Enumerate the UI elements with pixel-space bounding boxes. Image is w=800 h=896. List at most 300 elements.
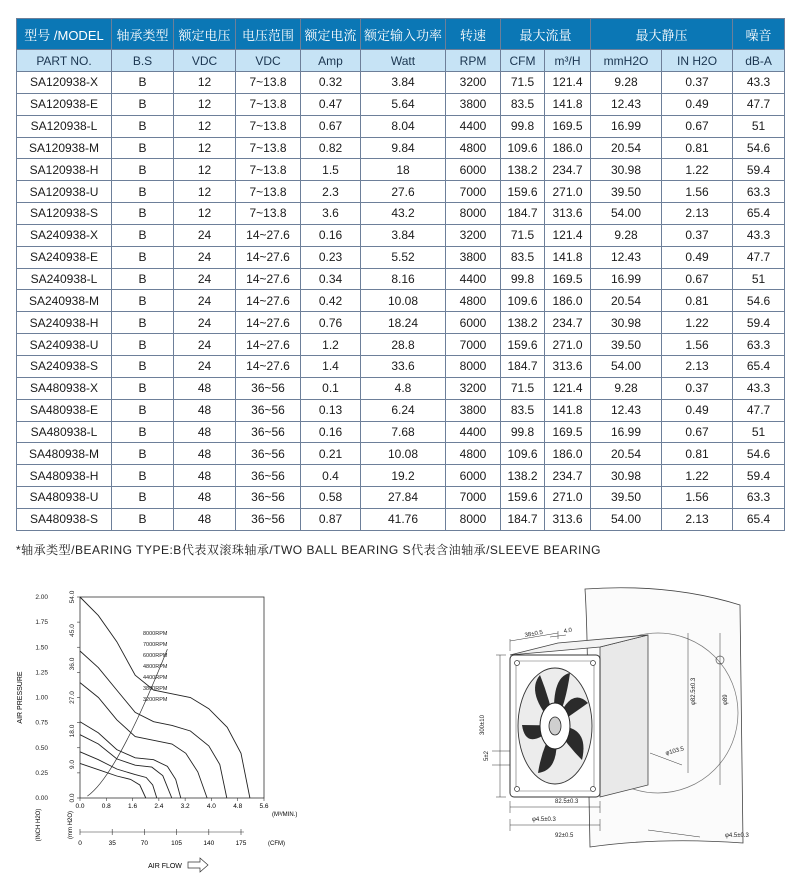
table-row <box>17 93 785 115</box>
y-tick-mm: 0.0 <box>69 793 76 803</box>
table-row <box>17 508 785 530</box>
table-cell: SA480938-E <box>17 399 112 421</box>
table-cell: 7000 <box>446 334 501 356</box>
y-tick-mm: 18.0 <box>69 724 76 738</box>
table-cell: 51 <box>733 268 785 290</box>
table-cell: 24 <box>174 334 236 356</box>
table-cell: 313.6 <box>545 508 591 530</box>
table-cell: 0.58 <box>301 487 361 509</box>
table-cell: 48 <box>174 443 236 465</box>
table-cell: 0.67 <box>662 421 733 443</box>
table-cell: B <box>112 377 174 399</box>
table-cell: 4400 <box>446 115 501 137</box>
table-cell: B <box>112 224 174 246</box>
table-cell: 109.6 <box>501 443 545 465</box>
x-tick-m3min: 0.8 <box>101 803 111 810</box>
table-cell: 0.34 <box>301 268 361 290</box>
table-row <box>17 115 785 137</box>
table-cell: 0.81 <box>662 443 733 465</box>
table-cell: 0.81 <box>662 290 733 312</box>
table-cell: 14~27.6 <box>236 355 301 377</box>
table-cell: 16.99 <box>591 421 662 443</box>
table-cell: 0.47 <box>301 93 361 115</box>
table-cell: 0.81 <box>662 137 733 159</box>
table-cell: 14~27.6 <box>236 246 301 268</box>
table-cell: 39.50 <box>591 181 662 203</box>
table-cell: 1.22 <box>662 465 733 487</box>
table-cell: 159.6 <box>501 334 545 356</box>
table-cell: 0.23 <box>301 246 361 268</box>
table-cell: SA120938-M <box>17 137 112 159</box>
x-tick-m3min: 1.6 <box>128 803 138 810</box>
table-cell: 313.6 <box>545 355 591 377</box>
table-cell: 8.04 <box>361 115 446 137</box>
table-cell: 12.43 <box>591 246 662 268</box>
table-cell: 51 <box>733 115 785 137</box>
table-cell: 20.54 <box>591 137 662 159</box>
table-cell: 7.68 <box>361 421 446 443</box>
table-cell: 10.08 <box>361 443 446 465</box>
fan-hub-center <box>549 717 561 735</box>
table-cell: SA240938-M <box>17 290 112 312</box>
table-cell: 20.54 <box>591 443 662 465</box>
table-cell: 5.64 <box>361 93 446 115</box>
table-cell: 16.99 <box>591 268 662 290</box>
table-cell: B <box>112 421 174 443</box>
table-cell: 71.5 <box>501 224 545 246</box>
table-cell: 3200 <box>446 224 501 246</box>
table-cell: 0.82 <box>301 137 361 159</box>
table-cell: 4.8 <box>361 377 446 399</box>
table-row <box>17 334 785 356</box>
table-row <box>17 181 785 203</box>
series-label: 8000RPM <box>143 631 168 637</box>
table-cell: 63.3 <box>733 487 785 509</box>
table-cell: 169.5 <box>545 268 591 290</box>
table-cell: 12 <box>174 159 236 181</box>
table-body <box>17 72 785 531</box>
y-tick-mm: 27.0 <box>69 691 76 704</box>
table-cell: 9.28 <box>591 72 662 94</box>
table-cell: 271.0 <box>545 181 591 203</box>
table-cell: 16.99 <box>591 115 662 137</box>
x-tick-cfm: 0 <box>78 840 82 847</box>
table-row <box>17 443 785 465</box>
table-cell: SA240938-E <box>17 246 112 268</box>
table-cell: 20.54 <box>591 290 662 312</box>
table-cell: 36~56 <box>236 421 301 443</box>
table-cell: 14~27.6 <box>236 334 301 356</box>
table-cell: 169.5 <box>545 115 591 137</box>
table-cell: 14~27.6 <box>236 312 301 334</box>
table-cell: 4400 <box>446 268 501 290</box>
table-cell: B <box>112 159 174 181</box>
table-cell: 4800 <box>446 443 501 465</box>
table-cell: B <box>112 443 174 465</box>
table-cell: 83.5 <box>501 93 545 115</box>
table-row <box>17 487 785 509</box>
column-subheader: mmH2O <box>591 50 662 72</box>
table-cell: 7~13.8 <box>236 93 301 115</box>
x-tick-cfm: 70 <box>140 840 149 847</box>
table-cell: 141.8 <box>545 246 591 268</box>
y-tick-inch: 0.00 <box>35 795 48 802</box>
column-subheader: VDC <box>236 50 301 72</box>
table-cell: 48 <box>174 487 236 509</box>
column-header: 型号 /MODEL <box>17 19 112 50</box>
table-cell: SA120938-X <box>17 72 112 94</box>
table-cell: 71.5 <box>501 72 545 94</box>
table-cell: 1.22 <box>662 159 733 181</box>
table-cell: 0.37 <box>662 72 733 94</box>
table-cell: 83.5 <box>501 246 545 268</box>
dimension-label: 5±2 <box>484 751 490 761</box>
table-cell: 12 <box>174 203 236 225</box>
table-cell: 12.43 <box>591 399 662 421</box>
series-label: 4800RPM <box>143 664 168 670</box>
table-cell: 159.6 <box>501 487 545 509</box>
air-flow-arrow-icon <box>188 858 208 872</box>
column-header: 最大流量 <box>501 19 591 50</box>
table-cell: 7~13.8 <box>236 159 301 181</box>
table-cell: 0.49 <box>662 399 733 421</box>
table-cell: 313.6 <box>545 203 591 225</box>
table-cell: 121.4 <box>545 72 591 94</box>
x-tick-cfm: 105 <box>171 840 183 847</box>
x-tick-m3min: 5.6 <box>259 803 269 810</box>
table-cell: 8000 <box>446 355 501 377</box>
table-cell: SA480938-X <box>17 377 112 399</box>
table-cell: 0.16 <box>301 224 361 246</box>
table-cell: 1.56 <box>662 487 733 509</box>
table-cell: 59.4 <box>733 159 785 181</box>
table-row <box>17 399 785 421</box>
table-cell: 39.50 <box>591 487 662 509</box>
column-subheader: m³/H <box>545 50 591 72</box>
table-cell: B <box>112 246 174 268</box>
table-cell: 30.98 <box>591 312 662 334</box>
table-cell: SA240938-U <box>17 334 112 356</box>
y-tick-inch: 0.75 <box>35 719 48 727</box>
table-cell: 33.6 <box>361 355 446 377</box>
table-cell: SA120938-U <box>17 181 112 203</box>
y-tick-mm: 54.0 <box>69 590 76 604</box>
table-cell: 8000 <box>446 203 501 225</box>
series-label: 3200RPM <box>143 697 168 703</box>
table-cell: 4800 <box>446 137 501 159</box>
column-subheader: Amp <box>301 50 361 72</box>
table-cell: 30.98 <box>591 465 662 487</box>
table-cell: B <box>112 181 174 203</box>
series-label: 3800RPM <box>143 686 168 692</box>
table-cell: B <box>112 399 174 421</box>
table-cell: SA240938-L <box>17 268 112 290</box>
table-cell: 7~13.8 <box>236 137 301 159</box>
table-cell: 2.13 <box>662 355 733 377</box>
dimension-label: 92±0.5 <box>555 833 574 839</box>
table-cell: B <box>112 312 174 334</box>
x-tick-cfm: 175 <box>235 840 247 847</box>
table-cell: 54.00 <box>591 355 662 377</box>
table-cell: 186.0 <box>545 443 591 465</box>
table-cell: SA480938-M <box>17 443 112 465</box>
table-cell: 234.7 <box>545 312 591 334</box>
table-cell: 54.6 <box>733 443 785 465</box>
table-cell: 12 <box>174 115 236 137</box>
table-row <box>17 355 785 377</box>
table-cell: 43.2 <box>361 203 446 225</box>
y-tick-inch: 0.25 <box>35 769 48 777</box>
dimension-label: 4.0 <box>563 627 573 635</box>
fan-depth-side <box>600 635 648 797</box>
table-cell: 99.8 <box>501 115 545 137</box>
dimension-label: φ4.5±0.3 <box>532 817 556 823</box>
table-row <box>17 312 785 334</box>
table-cell: 12 <box>174 72 236 94</box>
column-header: 电压范围 <box>236 19 301 50</box>
table-row <box>17 72 785 94</box>
table-cell: 0.67 <box>301 115 361 137</box>
table-cell: 48 <box>174 465 236 487</box>
mount-hole-icon <box>515 661 520 666</box>
table-cell: B <box>112 72 174 94</box>
table-cell: 0.13 <box>301 399 361 421</box>
table-cell: 2.13 <box>662 508 733 530</box>
table-cell: 54.00 <box>591 203 662 225</box>
table-cell: B <box>112 465 174 487</box>
table-cell: 3800 <box>446 399 501 421</box>
table-cell: 18.24 <box>361 312 446 334</box>
table-cell: 138.2 <box>501 465 545 487</box>
table-cell: 48 <box>174 377 236 399</box>
table-row <box>17 377 785 399</box>
table-cell: 9.28 <box>591 224 662 246</box>
table-cell: 7~13.8 <box>236 115 301 137</box>
x-tick-m3min: 2.4 <box>154 803 164 810</box>
y-tick-inch: 1.25 <box>35 669 48 677</box>
table-cell: 1.2 <box>301 334 361 356</box>
table-row <box>17 224 785 246</box>
table-cell: SA120938-L <box>17 115 112 137</box>
table-cell: 0.4 <box>301 465 361 487</box>
column-subheader: PART NO. <box>17 50 112 72</box>
plot-area <box>80 597 264 798</box>
table-cell: 184.7 <box>501 203 545 225</box>
x-axis-label: AIR FLOW <box>148 863 182 870</box>
table-cell: 36~56 <box>236 465 301 487</box>
table-cell: 48 <box>174 421 236 443</box>
header-row-top <box>17 19 785 50</box>
table-cell: 8.16 <box>361 268 446 290</box>
y-axis-label: AIR PRESSURE <box>17 671 24 724</box>
table-cell: 3.84 <box>361 72 446 94</box>
table-cell: 36~56 <box>236 399 301 421</box>
table-cell: 3.6 <box>301 203 361 225</box>
table-row <box>17 421 785 443</box>
table-cell: 39.50 <box>591 334 662 356</box>
dimension-label: φ82.5±0.3 <box>691 677 697 705</box>
table-cell: 48 <box>174 508 236 530</box>
table-cell: 234.7 <box>545 465 591 487</box>
column-subheader: B.S <box>112 50 174 72</box>
table-cell: SA120938-H <box>17 159 112 181</box>
table-cell: B <box>112 290 174 312</box>
table-cell: 59.4 <box>733 465 785 487</box>
table-cell: 3.84 <box>361 224 446 246</box>
table-cell: 0.42 <box>301 290 361 312</box>
table-cell: SA120938-E <box>17 93 112 115</box>
column-header: 最大静压 <box>591 19 733 50</box>
column-subheader: IN H2O <box>662 50 733 72</box>
table-cell: SA120938-S <box>17 203 112 225</box>
table-cell: 43.3 <box>733 72 785 94</box>
column-subheader: CFM <box>501 50 545 72</box>
table-cell: 19.2 <box>361 465 446 487</box>
table-cell: 65.4 <box>733 508 785 530</box>
table-cell: 0.67 <box>662 268 733 290</box>
table-cell: 6000 <box>446 159 501 181</box>
dimension-label: φ89 <box>723 694 729 705</box>
x-tick-m3min: 4.0 <box>206 803 216 810</box>
column-subheader: Watt <box>361 50 446 72</box>
table-cell: 0.49 <box>662 93 733 115</box>
y-tick-inch: 1.50 <box>35 644 48 652</box>
x-tick-m3min: 4.8 <box>233 803 243 810</box>
table-cell: 271.0 <box>545 334 591 356</box>
table-cell: 1.4 <box>301 355 361 377</box>
table-cell: 109.6 <box>501 137 545 159</box>
table-cell: 184.7 <box>501 508 545 530</box>
table-cell: 3800 <box>446 246 501 268</box>
table-cell: 6000 <box>446 465 501 487</box>
table-cell: 83.5 <box>501 399 545 421</box>
table-cell: SA480938-L <box>17 421 112 443</box>
table-cell: 141.8 <box>545 399 591 421</box>
table-cell: 18 <box>361 159 446 181</box>
table-cell: 47.7 <box>733 246 785 268</box>
table-cell: 9.28 <box>591 377 662 399</box>
fan-dimension-drawing <box>470 575 795 885</box>
table-cell: 186.0 <box>545 137 591 159</box>
table-cell: 14~27.6 <box>236 268 301 290</box>
table-cell: 47.7 <box>733 399 785 421</box>
x-tick-m3min: 3.2 <box>180 803 190 810</box>
table-cell: 14~27.6 <box>236 290 301 312</box>
y-tick-inch: 0.50 <box>35 744 48 752</box>
table-cell: SA480938-U <box>17 487 112 509</box>
header-row-sub <box>17 50 785 72</box>
table-cell: 0.16 <box>301 421 361 443</box>
table-cell: 184.7 <box>501 355 545 377</box>
table-cell: 7~13.8 <box>236 203 301 225</box>
dimension-label: 82.5±0.3 <box>555 799 579 805</box>
table-row <box>17 137 785 159</box>
table-cell: 65.4 <box>733 203 785 225</box>
table-cell: 3200 <box>446 72 501 94</box>
table-cell: 27.6 <box>361 181 446 203</box>
dimension-label: 300±10 <box>480 715 486 735</box>
table-cell: 7~13.8 <box>236 181 301 203</box>
table-cell: B <box>112 355 174 377</box>
table-cell: 24 <box>174 224 236 246</box>
table-cell: 1.22 <box>662 312 733 334</box>
x-tick-m3min: 0.0 <box>75 803 85 810</box>
dimension-label: 38±0.5 <box>524 629 544 639</box>
table-cell: 0.49 <box>662 246 733 268</box>
table-cell: 2.13 <box>662 203 733 225</box>
table-cell: 7000 <box>446 181 501 203</box>
table-row <box>17 290 785 312</box>
table-cell: SA480938-H <box>17 465 112 487</box>
table-cell: 0.37 <box>662 224 733 246</box>
table-cell: 12 <box>174 181 236 203</box>
x-tick-cfm: 140 <box>203 840 215 847</box>
table-cell: 36~56 <box>236 508 301 530</box>
mount-hole-icon <box>591 787 596 792</box>
table-cell: 71.5 <box>501 377 545 399</box>
column-header: 噪音 <box>733 19 785 50</box>
table-cell: 0.32 <box>301 72 361 94</box>
table-cell: 14~27.6 <box>236 224 301 246</box>
table-cell: 63.3 <box>733 181 785 203</box>
table-cell: 0.1 <box>301 377 361 399</box>
table-cell: 1.56 <box>662 334 733 356</box>
table-cell: 36~56 <box>236 443 301 465</box>
table-cell: 121.4 <box>545 224 591 246</box>
y-tick-mm: 36.0 <box>69 657 76 671</box>
table-cell: 2.3 <box>301 181 361 203</box>
table-cell: 99.8 <box>501 268 545 290</box>
table-cell: B <box>112 93 174 115</box>
table-cell: 138.2 <box>501 159 545 181</box>
y-tick-mm: 45.0 <box>69 624 76 637</box>
x-unit-m3min: (M³/MIN.) <box>272 812 298 818</box>
table-cell: 0.67 <box>662 115 733 137</box>
table-cell: 9.84 <box>361 137 446 159</box>
spec-table <box>16 18 785 531</box>
table-cell: 7~13.8 <box>236 72 301 94</box>
mount-hole-icon <box>515 787 520 792</box>
table-cell: 0.76 <box>301 312 361 334</box>
table-cell: 24 <box>174 355 236 377</box>
table-cell: 51 <box>733 421 785 443</box>
table-cell: 63.3 <box>733 334 785 356</box>
table-cell: 47.7 <box>733 93 785 115</box>
table-cell: 8000 <box>446 508 501 530</box>
table-cell: 7000 <box>446 487 501 509</box>
table-cell: 0.37 <box>662 377 733 399</box>
table-cell: B <box>112 137 174 159</box>
table-cell: 186.0 <box>545 290 591 312</box>
table-cell: 27.84 <box>361 487 446 509</box>
table-cell: 65.4 <box>733 355 785 377</box>
column-header: 轴承类型 <box>112 19 174 50</box>
table-cell: 36~56 <box>236 377 301 399</box>
table-cell: B <box>112 334 174 356</box>
table-cell: 4400 <box>446 421 501 443</box>
table-cell: 12 <box>174 93 236 115</box>
table-cell: 30.98 <box>591 159 662 181</box>
column-subheader: RPM <box>446 50 501 72</box>
table-cell: 6.24 <box>361 399 446 421</box>
table-cell: 43.3 <box>733 377 785 399</box>
table-cell: 54.6 <box>733 290 785 312</box>
table-cell: SA480938-S <box>17 508 112 530</box>
table-cell: 48 <box>174 399 236 421</box>
table-cell: 109.6 <box>501 290 545 312</box>
table-cell: 54.00 <box>591 508 662 530</box>
table-cell: 234.7 <box>545 159 591 181</box>
